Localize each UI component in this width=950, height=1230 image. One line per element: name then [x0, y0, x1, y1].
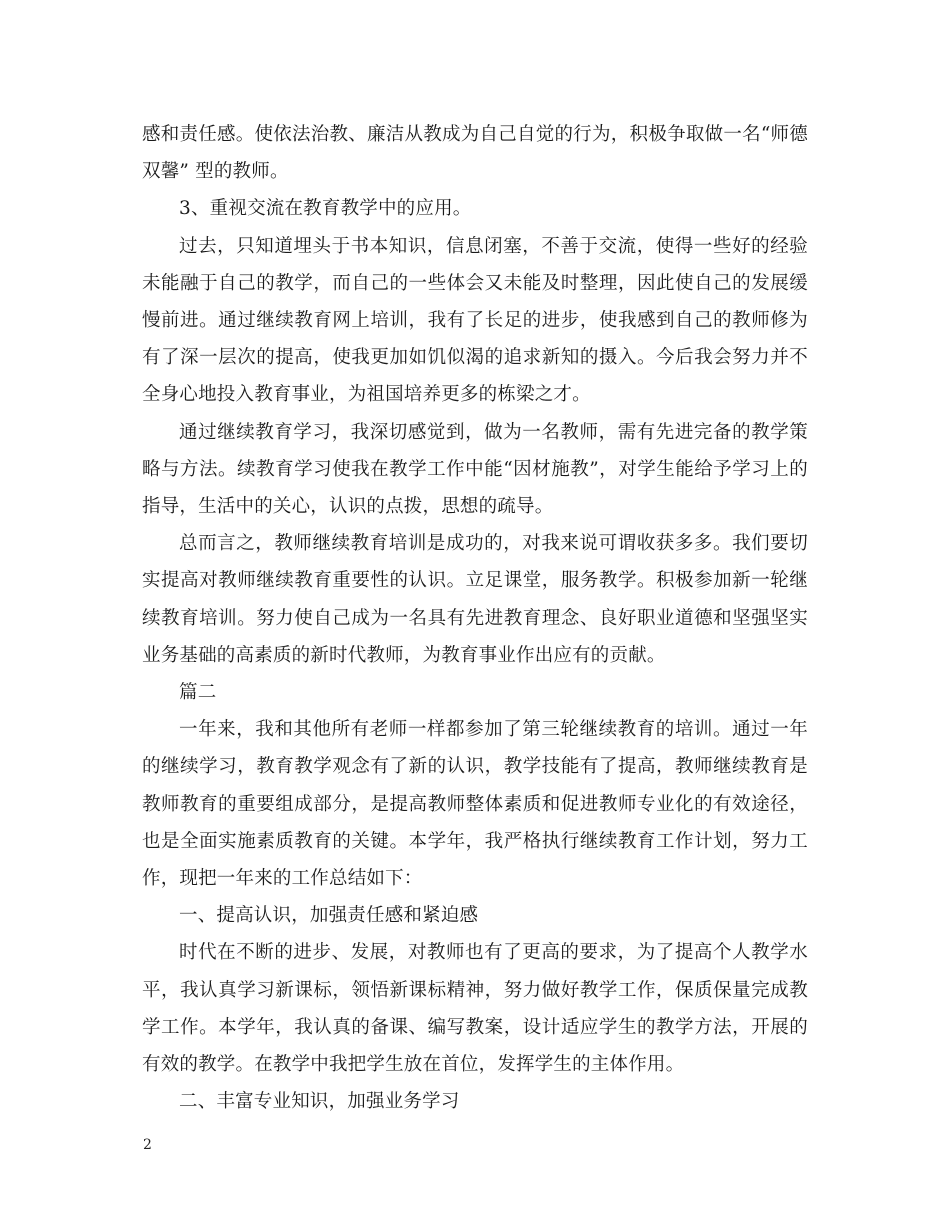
paragraph-2: 3、重视交流在教育教学中的应用。: [179, 198, 472, 220]
paragraph-1: 感和责任感。使依法治教、廉洁从教成为自己自觉的行为，积极争取做一名“师德双馨” 型的教师。: [142, 124, 808, 183]
subheading-1: 一、提高认识，加强责任感和紧迫感: [179, 905, 479, 927]
section-heading-2: 篇二: [179, 682, 217, 704]
paragraph-4: 通过继续教育学习，我深切感觉到，做为一名教师，需有先进完备的教学策略与方法。续教育学习使我在教学工作中能“因材施教”，对学生能给予学习上的指导，生活中的关心，认识的点拨，思想的疏导。: [142, 421, 808, 518]
page-number: 2: [143, 1137, 152, 1153]
paragraph-7: 一年来，我和其他所有老师一样都参加了第三轮继续教育的培训。通过一年的继续学习，教育教学观念有了新的认识，教学技能有了提高，教师继续教育是教师教育的重要组成部分，是提高教师整体素质和促进教师专业化的有效途径，也是全面实施素质教育的关键。本学年，我严格执行继续教育工作计划，努力工作，现把一年来的工作总结如下：: [142, 719, 808, 890]
subheading-2: 二、丰富专业知识，加强业务学习: [179, 1091, 460, 1113]
paragraph-9: 时代在不断的进步、发展，对教师也有了更高的要求，为了提高个人教学水平，我认真学习新课标，领悟新课标精神，努力做好教学工作，保质保量完成教学工作。本学年，我认真的备课、编写教案，设计适应学生的教学方法，开展的有效的教学。在教学中我把学生放在首位，发挥学生的主体作用。: [142, 942, 808, 1076]
paragraph-3: 过去，只知道埋头于书本知识，信息闭塞，不善于交流，使得一些好的经验未能融于自己的教学，而自己的一些体会又未能及时整理，因此使自己的发展缓慢前进。通过继续教育网上培训，我有了长足的进步，使我感到自己的教师修为有了深一层次的提高，使我更加如饥似渴的追求新知的摄入。今后我会努力并不全身心地投入教育事业，为祖国培养更多的栋梁之才。: [142, 235, 808, 406]
document-body: [142, 116, 808, 1120]
paragraph-5: 总而言之，教师继续教育培训是成功的，对我来说可谓收获多多。我们要切实提高对教师继续教育重要性的认识。立足课堂，服务教学。积极参加新一轮继续教育培训。努力使自己成为一名具有先进教育理念、良好职业道德和坚强坚实业务基础的高素质的新时代教师，为教育事业作出应有的贡献。: [142, 533, 808, 666]
